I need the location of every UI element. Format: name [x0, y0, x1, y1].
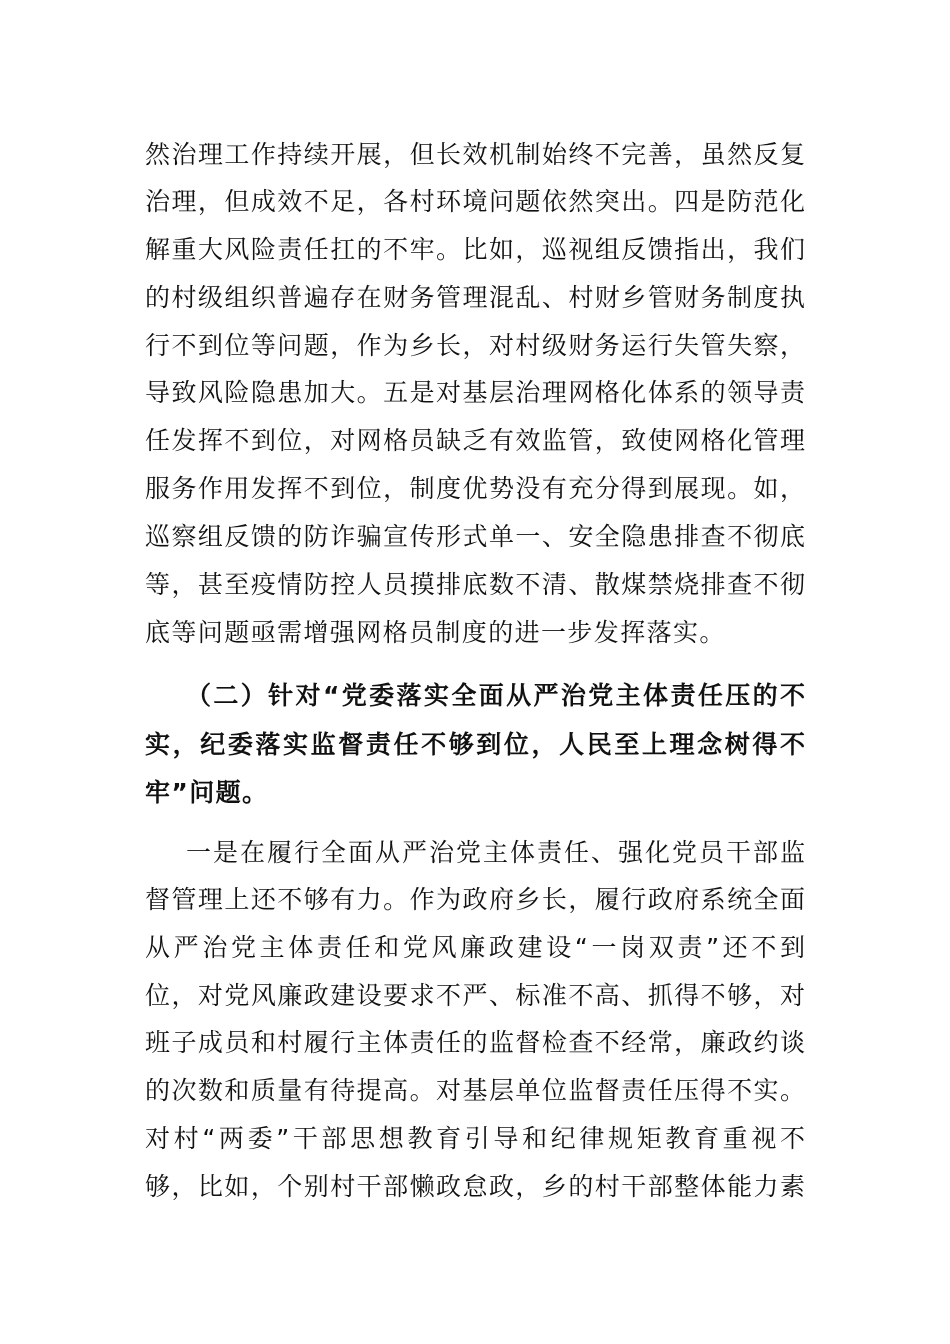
- text-line: 然治理工作持续开展，但长效机制始终不完善，虽然反复: [145, 140, 805, 169]
- text-line: 的村级组织普遍存在财务管理混乱、村财乡管财务制度执: [145, 283, 805, 312]
- text-line: 巡察组反馈的防诈骗宣传形式单一、安全隐患排查不彻底: [145, 522, 805, 551]
- text-line: 等，甚至疫情防控人员摸排底数不清、散煤禁烧排查不彻: [145, 570, 805, 599]
- text-line: 一是在履行全面从严治党主体责任、强化党员干部监: [186, 838, 805, 867]
- text-line: 任发挥不到位，对网格员缺乏有效监管，致使网格化管理: [145, 426, 805, 455]
- text-line: 底等问题亟需增强网格员制度的进一步发挥落实。: [145, 618, 726, 647]
- section-heading-line: 牢”问题。: [145, 778, 269, 807]
- text-line: 位，对党风廉政建设要求不严、标准不高、抓得不够，对: [145, 981, 805, 1010]
- text-line: 对村“两委”干部思想教育引导和纪律规矩教育重视不: [145, 1124, 805, 1153]
- section-heading-line: （二）针对“党委落实全面从严治党主体责任压的不: [186, 681, 805, 710]
- text-line: 班子成员和村履行主体责任的监督检查不经常，廉政约谈: [145, 1028, 805, 1057]
- section-heading-line: 实，纪委落实监督责任不够到位，人民至上理念树得不: [145, 730, 805, 759]
- text-line: 导致风险隐患加大。五是对基层治理网格化体系的领导责: [145, 378, 805, 407]
- text-line: 行不到位等问题，作为乡长，对村级财务运行失管失察，: [145, 331, 805, 360]
- text-line: 督管理上还不够有力。作为政府乡长，履行政府系统全面: [145, 885, 805, 914]
- text-line: 的次数和质量有待提高。对基层单位监督责任压得不实。: [145, 1076, 805, 1105]
- text-line: 治理，但成效不足，各村环境问题依然突出。四是防范化: [145, 187, 805, 216]
- text-line: 解重大风险责任扛的不牢。比如，巡视组反馈指出，我们: [145, 235, 805, 264]
- text-line: 从严治党主体责任和党风廉政建设“一岗双责”还不到: [145, 933, 805, 962]
- text-line: 够，比如，个别村干部懒政怠政，乡的村干部整体能力素: [145, 1172, 805, 1201]
- text-line: 服务作用发挥不到位，制度优势没有充分得到展现。如，: [145, 474, 805, 503]
